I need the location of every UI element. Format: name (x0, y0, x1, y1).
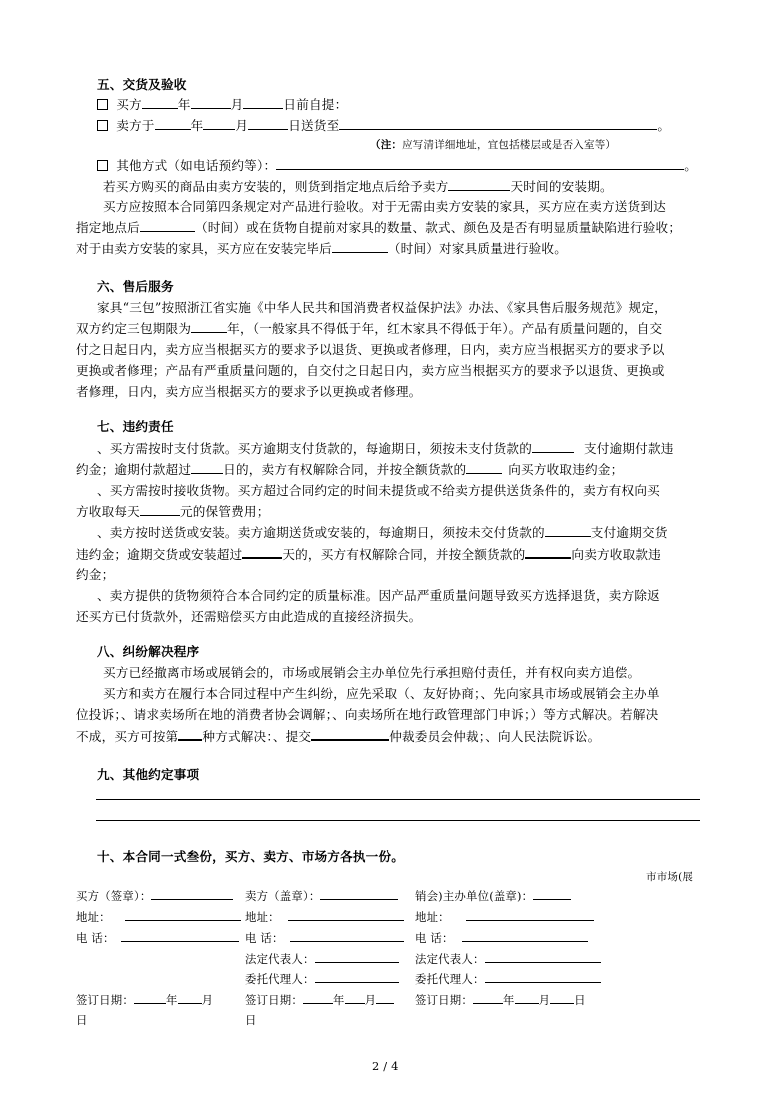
delivery-day-blank[interactable] (248, 117, 288, 130)
section-10-title: 十、本合同一式叁份，买方、卖方、市场方各执一份。 (97, 849, 405, 864)
penalty-rate-blank-2[interactable] (525, 545, 571, 559)
seller-legal-rep-field[interactable] (315, 950, 399, 963)
late-payment-rate-blank[interactable] (532, 440, 574, 453)
seller-agent-field[interactable] (315, 970, 399, 983)
seller-legal-rep-row: 法定代表人： (245, 950, 399, 968)
delivery-year-blank[interactable] (155, 117, 191, 130)
organizer-phone-row: 电 话： (415, 929, 588, 947)
seller-date-day-field[interactable] (376, 991, 394, 1004)
warranty-years-blank[interactable] (191, 320, 227, 333)
arbitration-committee-blank[interactable] (311, 727, 389, 741)
address-note: （注：应写清详细地址，宜包括楼层或是否入室等） (370, 139, 617, 151)
buyer-date-month[interactable] (178, 991, 202, 1004)
organizer-date-day-field[interactable] (550, 991, 574, 1004)
section-7-title: 七、违约责任 (97, 419, 174, 434)
liability-line-3: 、买方需按时接收货物。买方超过合同约定的时间未提货或不给卖方提供送货条件的，卖方有权向买 (97, 483, 660, 498)
buyer-phone-row: 电 话： (76, 929, 239, 947)
section-5-title: 五、交货及验收 (97, 77, 187, 92)
other-terms-line-1[interactable] (96, 799, 700, 800)
install-days-blank[interactable] (448, 178, 510, 191)
buyer-date-year[interactable] (134, 991, 166, 1004)
buyer-address-row: 地址： (76, 908, 241, 926)
install-period-line: 若买方购买的商品由卖方安装的，则货到指定地点后给予卖方 天时间的安装期。 (103, 179, 613, 194)
seller-phone-field[interactable] (290, 929, 404, 942)
seller-delivers-checkbox[interactable] (97, 120, 108, 131)
dispute-line-2: 买方和卖方在履行本合同过程中产生纠纷，应先采取（、友好协商；、先向家具市场或展销会主办单 (103, 686, 660, 701)
after-sales-line-1: 家具“三包”按照浙江省实施《中华人民共和国消费者权益保护法》办法、《家具售后服务规范》规定， (97, 300, 667, 315)
liability-line-4: 方收取每天 元的保管费用； (76, 504, 270, 519)
organizer-date-month[interactable] (515, 991, 539, 1004)
seller-agent-row: 委托代理人： (245, 970, 399, 988)
seller-address-field[interactable] (288, 908, 404, 921)
seller-address-row: 地址： (245, 908, 404, 926)
buyer-signature-row: 买方（签章）： (76, 887, 233, 905)
late-delivery-rate-blank[interactable] (545, 524, 591, 537)
seller-phone-row: 电 话： (245, 929, 404, 947)
liability-line-8: 、卖方提供的货物须符合本合同约定的质量标准。因产品严重质量问题导致买方选择退货，卖方除返 (97, 588, 660, 603)
dispute-line-3: 位投诉；、请求卖场所在地的消费者协会调解；、向卖场所在地行政管理部门申诉；）等方式解决。若解决 (76, 707, 659, 722)
delivery-address-blank[interactable] (339, 117, 657, 130)
organizer-address-row: 地址： (415, 908, 594, 926)
after-sales-line-3: 付之日起日内，卖方应当根据买方的要求予以退货、更换或者修理，日内，卖方应当根据买方的要求予以 (76, 342, 665, 357)
penalty-rate-blank-1[interactable] (466, 461, 502, 474)
seller-seal-field[interactable] (320, 887, 398, 900)
other-method-blank[interactable] (276, 157, 684, 170)
delivery-option-self-pickup: 买方 年 月 日前自提： (97, 96, 347, 114)
organizer-date-row: 签订日期： 年 月 日 (415, 993, 586, 1007)
buyer-date-row: 签订日期： 年 月 (76, 993, 214, 1007)
seller-date-year[interactable] (303, 991, 333, 1004)
seller-date-month[interactable] (345, 991, 365, 1004)
after-sales-line-4: 更换或者修理；产品有严重质量问题的，自交付之日起日内，卖方应当根据买方的要求予以退货、更换或 (76, 363, 665, 378)
organizer-legal-rep-field[interactable] (485, 950, 601, 963)
section-8-title: 八、纠纷解决程序 (97, 644, 200, 659)
section-6-title: 六、售后服务 (97, 279, 174, 294)
organizer-seal-row: 销会)主办单位(盖章)： (415, 887, 571, 905)
overdue-days-blank[interactable] (191, 461, 223, 474)
page-number: 2 / 4 (372, 1059, 399, 1073)
organizer-address-field[interactable] (466, 908, 594, 921)
storage-fee-blank[interactable] (140, 503, 180, 516)
after-sales-line-5: 者修理，日内，卖方应当根据买方的要求予以更换或者修理。 (76, 384, 422, 399)
organizer-date-year[interactable] (473, 991, 503, 1004)
other-terms-line-2[interactable] (96, 820, 700, 821)
organizer-agent-field[interactable] (485, 970, 601, 983)
organizer-seal-field[interactable] (533, 887, 571, 900)
section-9-title: 九、其他约定事项 (97, 767, 200, 782)
delivery-option-seller-delivers: 卖方于 年 月 日送货至 。 (97, 117, 670, 135)
buyer-address-field[interactable] (125, 908, 241, 921)
liability-line-9: 还买方已付货款外，还需赔偿买方由此造成的直接经济损失。 (76, 609, 422, 624)
liability-line-6: 违约金；逾期交货或安装超过 天的，买方有权解除合同，并按全额货款的 向卖方收取款违 (76, 547, 661, 562)
delivery-overdue-days-blank[interactable] (242, 545, 282, 559)
buyer-phone-field[interactable] (121, 929, 239, 942)
delivery-option-other: 其他方式（如电话预约等）： 。 (97, 157, 697, 175)
seller-date-day: 日 (245, 1013, 257, 1027)
inspection-line-3: 对于由卖方安装的家具，买方应在安装完毕后 （时间）对家具质量进行验收。 (76, 241, 567, 256)
organizer-phone-field[interactable] (462, 929, 588, 942)
pickup-day-blank[interactable] (243, 96, 283, 109)
delivery-month-blank[interactable] (203, 117, 235, 130)
buyer-date-day: 日 (76, 1013, 88, 1027)
inspection-line-1: 买方应按照本合同第四条规定对产品进行验收。对于无需由卖方安装的家具，买方应在卖方送货到达 (103, 199, 666, 214)
pickup-month-blank[interactable] (191, 96, 231, 109)
other-method-checkbox[interactable] (97, 160, 108, 171)
self-pickup-checkbox[interactable] (97, 99, 108, 110)
dispute-line-4: 不成，买方可按第 种方式解决：、提交 仲裁委员会仲裁；、向人民法院诉讼。 (76, 729, 601, 744)
market-exhibition-label: 市市场(展 (646, 871, 694, 883)
resolution-method-blank[interactable] (178, 727, 202, 741)
organizer-agent-row: 委托代理人： (415, 970, 601, 988)
liability-line-2: 约金；逾期付款超过 日的，卖方有权解除合同，并按全额货款的 向买方收取违约金； (76, 462, 624, 477)
liability-line-7: 约金； (76, 567, 115, 582)
liability-line-1: 、买方需按时支付货款。买方逾期支付货款的，每逾期日，须按未支付货款的 支付逾期付款违 (97, 441, 674, 456)
pickup-year-blank[interactable] (142, 96, 178, 109)
inspection-time-blank-1[interactable] (140, 219, 195, 232)
seller-date-row: 签订日期： 年 月 (245, 991, 394, 1009)
organizer-legal-rep-row: 法定代表人： (415, 950, 601, 968)
buyer-signature-field[interactable] (151, 887, 233, 900)
seller-seal-row: 卖方（盖章）： (245, 887, 398, 905)
dispute-line-1: 买方已经撤离市场或展销会的，市场或展销会主办单位先行承担赔付责任，并有权向卖方追偿。 (103, 665, 641, 680)
inspection-line-2: 指定地点后 （时间）或在货物自提前对家具的数量、款式、颜色及是否有明显质量缺陷进行验收； (76, 220, 682, 235)
after-sales-line-2: 双方约定三包期限为 年，（一般家具不得低于年，红木家具不得低于年）。产品有质量问题的，自交 (76, 321, 663, 336)
liability-line-5: 、卖方按时送货或安装。卖方逾期送货或安装的，每逾期日，须按未交付货款的 支付逾期交货 (97, 525, 668, 540)
inspection-time-blank-2[interactable] (332, 240, 388, 253)
